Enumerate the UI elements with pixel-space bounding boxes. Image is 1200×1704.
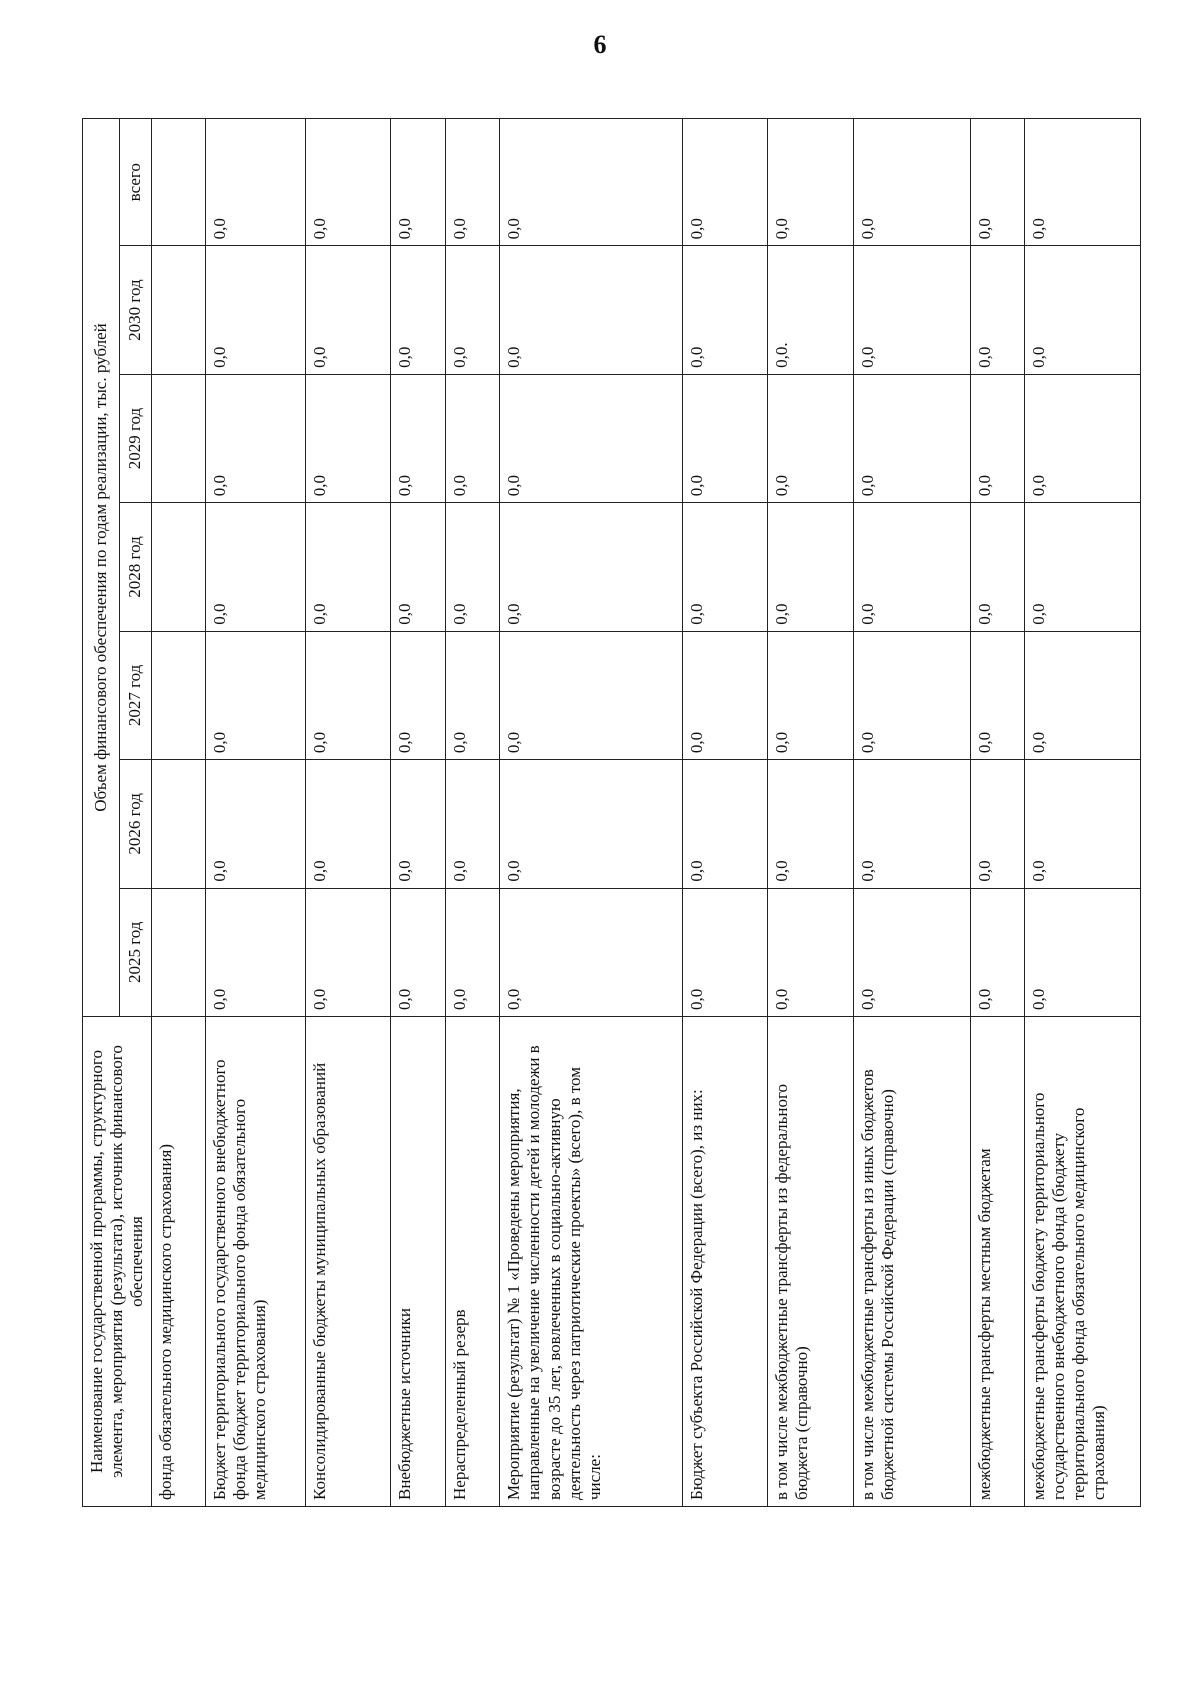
row-value-4: 0,0 xyxy=(1025,374,1141,502)
table-row xyxy=(853,119,970,1507)
row-value-2: 0,0 xyxy=(970,631,1025,759)
row-value-5: 0,0 xyxy=(1025,246,1141,374)
row-value-0: 0,0 xyxy=(853,888,970,1016)
row-name: Бюджет территориального государственного внебюджетного фонда (бюджет территориального фонда обязательного медицинского страхования) xyxy=(205,1017,305,1507)
header-row-top xyxy=(83,119,120,1507)
row-value-3: 0,0 xyxy=(205,503,305,631)
row-value-0: 0,0 xyxy=(970,888,1025,1016)
row-value-6: 0,0 xyxy=(768,119,853,246)
row-value-2: 0,0 xyxy=(500,631,683,759)
row-value-6: 0,0 xyxy=(683,119,768,246)
row-value-2: 0,0 xyxy=(1025,631,1141,759)
row-value-1: 0,0 xyxy=(768,760,853,888)
row-value-3: 0,0 xyxy=(1025,503,1141,631)
row-value-2: 0,0 xyxy=(305,631,390,759)
row-value-0 xyxy=(152,888,206,1016)
row-name: межбюджетные трансферты местным бюджетам xyxy=(970,1017,1025,1507)
row-value-2: 0,0 xyxy=(390,631,445,759)
header-year-0: 2025 год xyxy=(119,888,152,1016)
row-value-5: 0,0 xyxy=(500,246,683,374)
row-value-1: 0,0 xyxy=(1025,760,1141,888)
page-number: 6 xyxy=(593,30,607,59)
row-value-6: 0,0 xyxy=(390,119,445,246)
row-name: в том числе межбюджетные трансферты из федерального бюджета (справочно) xyxy=(768,1017,853,1507)
row-value-3: 0,0 xyxy=(768,503,853,631)
row-value-2: 0,0 xyxy=(683,631,768,759)
row-value-3: 0,0 xyxy=(305,503,390,631)
row-value-0: 0,0 xyxy=(1025,888,1141,1016)
table-row xyxy=(768,119,853,1507)
header-name-column: Наименование государственной программы, структурного элемента, мероприятия (результата), источник финансового обеспечения xyxy=(83,1017,152,1507)
row-value-5: 0,0 xyxy=(205,246,305,374)
table-row xyxy=(970,119,1025,1507)
row-name: фонда обязательного медицинского страхования) xyxy=(152,1017,206,1507)
row-name: межбюджетные трансферты бюджету территориального государственного внебюджетного фонда (бюджету территориального фонда обязательного медицинского страхования) xyxy=(1025,1017,1141,1507)
row-value-4: 0,0 xyxy=(305,374,390,502)
row-value-6: 0,0 xyxy=(1025,119,1141,246)
row-value-3: 0,0 xyxy=(853,503,970,631)
row-value-1: 0,0 xyxy=(445,760,500,888)
row-value-4: 0,0 xyxy=(768,374,853,502)
table-row xyxy=(305,119,390,1507)
row-value-1: 0,0 xyxy=(500,760,683,888)
row-value-6: 0,0 xyxy=(445,119,500,246)
header-year-2: 2027 год xyxy=(119,631,152,759)
row-value-4: 0,0 xyxy=(853,374,970,502)
table-row xyxy=(683,119,768,1507)
table-row xyxy=(500,119,683,1507)
row-value-0: 0,0 xyxy=(768,888,853,1016)
header-year-6: всего xyxy=(119,119,152,246)
row-value-0: 0,0 xyxy=(445,888,500,1016)
row-value-1 xyxy=(152,760,206,888)
row-value-5: 0,0 xyxy=(970,246,1025,374)
row-value-0: 0,0 xyxy=(205,888,305,1016)
table-row xyxy=(390,119,445,1507)
row-value-4: 0,0 xyxy=(683,374,768,502)
header-year-1: 2026 год xyxy=(119,760,152,888)
table-row xyxy=(1025,119,1141,1507)
table-body xyxy=(152,119,1141,1507)
row-value-6: 0,0 xyxy=(970,119,1025,246)
row-name: в том числе межбюджетные трансферты из иных бюджетов бюджетной системы Российской Федерации (справочно) xyxy=(853,1017,970,1507)
row-value-5: 0,0 xyxy=(853,246,970,374)
row-value-4: 0,0 xyxy=(390,374,445,502)
row-value-2: 0,0 xyxy=(853,631,970,759)
row-value-3: 0,0 xyxy=(445,503,500,631)
row-value-2: 0,0 xyxy=(768,631,853,759)
header-year-5: 2030 год xyxy=(119,246,152,374)
row-name: Внебюджетные источники xyxy=(390,1017,445,1507)
row-value-2 xyxy=(152,631,206,759)
row-value-4: 0,0 xyxy=(205,374,305,502)
row-value-6: 0,0 xyxy=(305,119,390,246)
table-row xyxy=(445,119,500,1507)
row-value-5: 0,0 xyxy=(305,246,390,374)
row-value-6 xyxy=(152,119,206,246)
row-value-2: 0,0 xyxy=(445,631,500,759)
row-value-5: 0,0. xyxy=(768,246,853,374)
row-value-3 xyxy=(152,503,206,631)
row-value-1: 0,0 xyxy=(305,760,390,888)
row-value-3: 0,0 xyxy=(500,503,683,631)
financing-table xyxy=(82,118,1141,1507)
row-value-5 xyxy=(152,246,206,374)
row-value-3: 0,0 xyxy=(970,503,1025,631)
header-year-4: 2029 год xyxy=(119,374,152,502)
row-value-0: 0,0 xyxy=(390,888,445,1016)
row-value-1: 0,0 xyxy=(970,760,1025,888)
row-name: Бюджет субъекта Российской Федерации (всего), из них: xyxy=(683,1017,768,1507)
row-value-1: 0,0 xyxy=(205,760,305,888)
header-funding-group: Объем финансового обеспечения по годам реализации, тыс. рублей xyxy=(83,119,120,1017)
row-value-6: 0,0 xyxy=(500,119,683,246)
row-value-4: 0,0 xyxy=(970,374,1025,502)
row-value-0: 0,0 xyxy=(683,888,768,1016)
row-value-6: 0,0 xyxy=(205,119,305,246)
row-value-4 xyxy=(152,374,206,502)
row-value-5: 0,0 xyxy=(390,246,445,374)
row-value-5: 0,0 xyxy=(683,246,768,374)
row-value-5: 0,0 xyxy=(445,246,500,374)
header-year-3: 2028 год xyxy=(119,503,152,631)
rotated-table-wrapper xyxy=(82,118,1140,1507)
row-value-1: 0,0 xyxy=(683,760,768,888)
row-value-0: 0,0 xyxy=(305,888,390,1016)
row-value-1: 0,0 xyxy=(390,760,445,888)
row-value-3: 0,0 xyxy=(683,503,768,631)
row-value-4: 0,0 xyxy=(500,374,683,502)
row-value-3: 0,0 xyxy=(390,503,445,631)
row-value-2: 0,0 xyxy=(205,631,305,759)
row-name: Мероприятие (результат) № 1 «Проведены мероприятия, направленные на увеличение численности детей и молодежи в возрасте до 35 лет, вовлеченных в социально-активную деятельность через патриотические проекты» (всего), в том числе: xyxy=(500,1017,683,1507)
table-row xyxy=(205,119,305,1507)
table-row xyxy=(152,119,206,1507)
row-value-0: 0,0 xyxy=(500,888,683,1016)
row-value-6: 0,0 xyxy=(853,119,970,246)
row-value-1: 0,0 xyxy=(853,760,970,888)
row-name: Консолидированные бюджеты муниципальных образований xyxy=(305,1017,390,1507)
row-value-4: 0,0 xyxy=(445,374,500,502)
row-name: Нераспределенный резерв xyxy=(445,1017,500,1507)
